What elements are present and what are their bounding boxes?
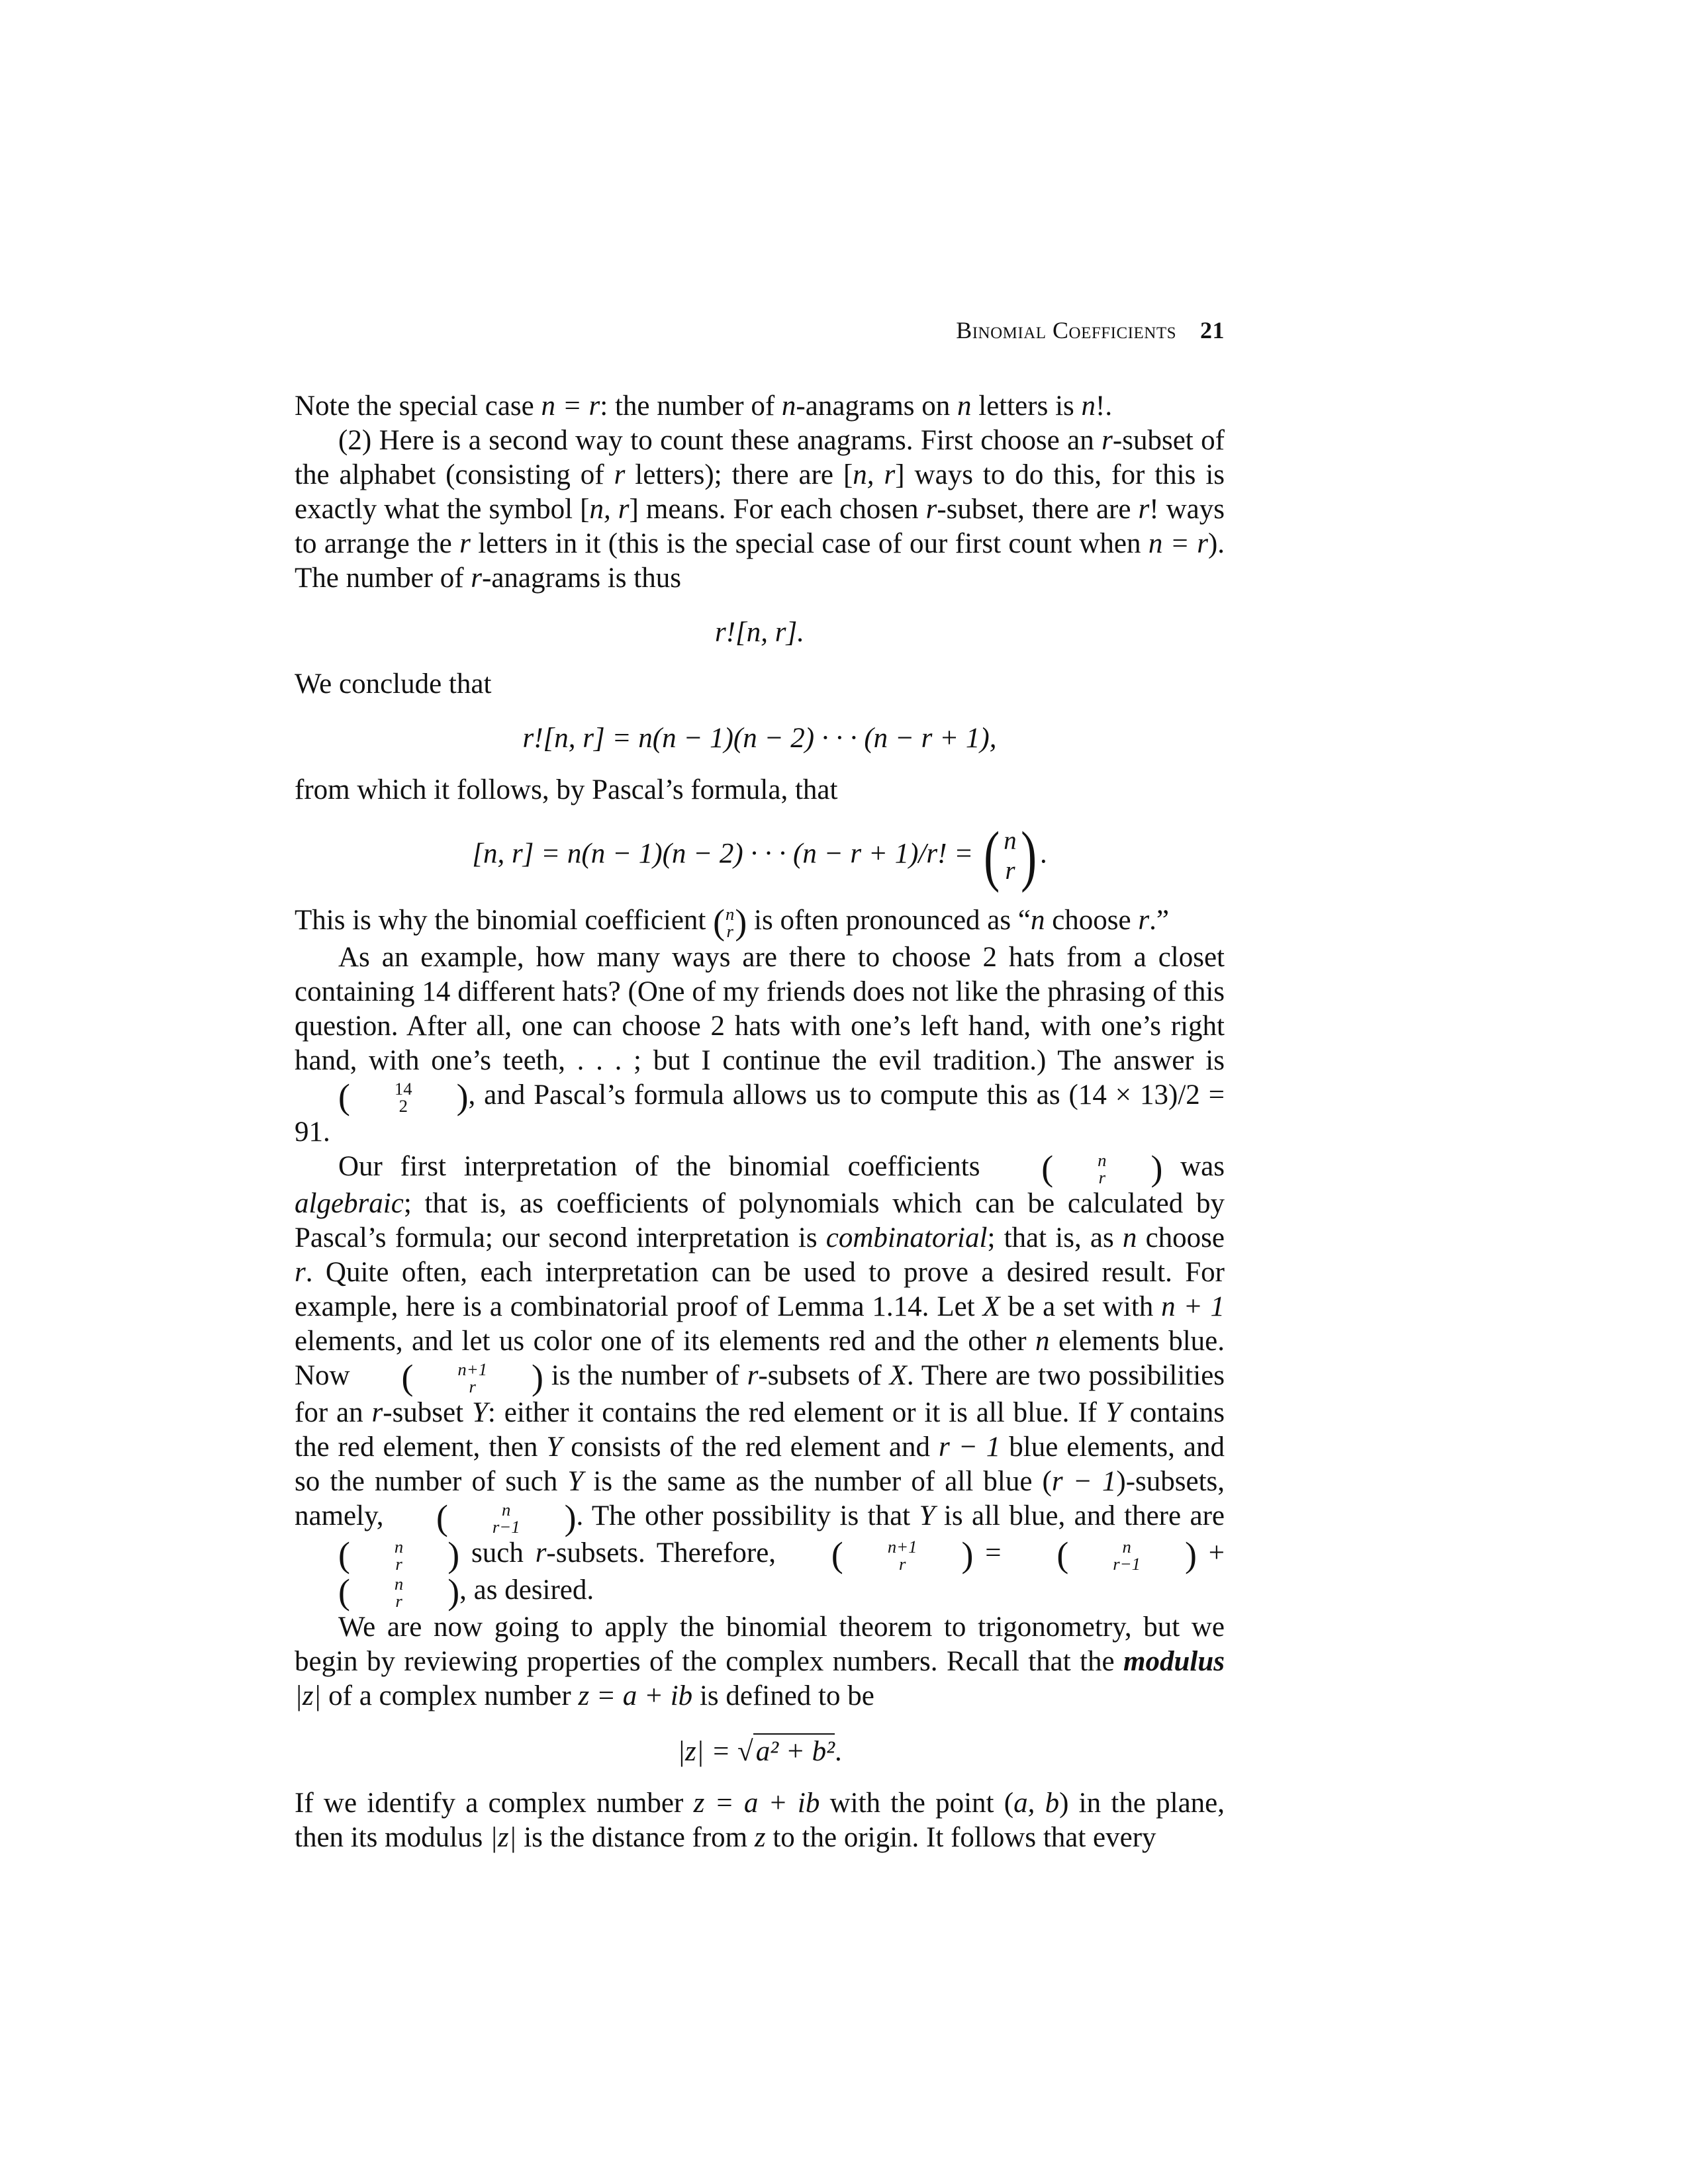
binomial: ( n r )	[338, 1535, 460, 1575]
binomial: ( n r )	[984, 818, 1037, 893]
binomial: ( n r−1 )	[436, 1498, 577, 1538]
paragraph: (2) Here is a second way to count these anagrams. First choose an r-subset of the alphabet (consisting of r letters); there are [n, r] ways to do this, for this is exactly what the symbol [n, r] means. For each chosen r-subset, there are r! ways to arrange the r letters in it (this is the special case of our first count when n = r). The number of r-anagrams is thus	[295, 425, 1225, 594]
equation: r![n, r] = n(n − 1)(n − 2) · · · (n − r + 1),	[522, 723, 997, 754]
running-header	[956, 316, 1225, 344]
equation: [n, r] = n(n − 1)(n − 2) · · · (n − r + 1)/r! = ( n r ) .	[472, 818, 1047, 893]
binomial: ( n+1 r )	[401, 1357, 543, 1398]
binomial: ( 14 2 )	[338, 1077, 469, 1117]
paragraph: We are now going to apply the binomial theorem to trigonometry, but we begin by reviewing properties of the complex numbers. Recall that the modulus |z| of a complex number z = a + ib is defined to be	[295, 1612, 1225, 1712]
paragraph: If we identify a complex number z = a + ib with the point (a, b) in the plane, then its modulus |z| is the distance from z to the origin. It follows that every	[295, 1788, 1225, 1854]
paragraph: from which it follows, by Pascal’s formula, that	[295, 774, 838, 805]
equation: |z| = √a² + b².	[295, 1733, 1225, 1769]
page-number: 21	[1200, 317, 1225, 343]
running-title: Binomial Coefficients	[956, 317, 1176, 343]
binomial: ( n r )	[1041, 1148, 1163, 1189]
equation: r![n, r].	[714, 617, 804, 648]
binomial: ( n+1 r )	[831, 1535, 974, 1575]
paragraph: This is why the binomial coefficient ( n r ) is often pronounced as “n choose r.”	[295, 902, 1169, 942]
paragraph: As an example, how many ways are there to choose 2 hats from a closet containing 14 different hats? (One of my friends does not like the phrasing of this question. After all, one can choose 2 hats with one’s left hand, with one’s right hand, with one’s teeth, . . . ; but I continue the evil tradition.) The answer is ( 14 2 ) , and Pascal’s formula allows us to compute this as (14 × 13)/2 = 91.	[295, 942, 1225, 1148]
binomial: ( n r )	[338, 1572, 460, 1612]
paragraph: Our first interpretation of the binomial coefficients ( n r ) was algebraic; that is, as coefficients of polynomials which can be calculated by Pascal’s formula; our second interpretation is combinatorial; that is, as n choose r. Quite often, each interpretation can be used to prove a desired result. For example, here is a combinatorial proof of Lemma 1.14. Let X be a set with n + 1 elements, and let us color one of its elements red and the other n elements blue. Now ( n+1 r ) is the number of r-subsets of X. There are two possibilities for an r-subset Y: either it contains the red element or it is all blue. If Y contains the red element, then Y consists of the red element and r − 1 blue elements, and so the number of such Y is the same as the number of all blue (r − 1)-subsets, namely, ( n r−1 ) . The other possibility is that Y is all blue, and there are ( n r ) such r-subsets. Therefore, ( n+1 r ) = ( n r−1 ) + ( n r ) , as desired.	[295, 1148, 1225, 1612]
paragraph: Note the special case n = r: the number of n-anagrams on n letters is n!.	[295, 390, 1113, 422]
binomial: ( n r−1 )	[1056, 1535, 1197, 1575]
body-text	[295, 389, 1225, 1855]
binomial: ( n r )	[713, 902, 747, 942]
paragraph: We conclude that	[295, 668, 492, 700]
